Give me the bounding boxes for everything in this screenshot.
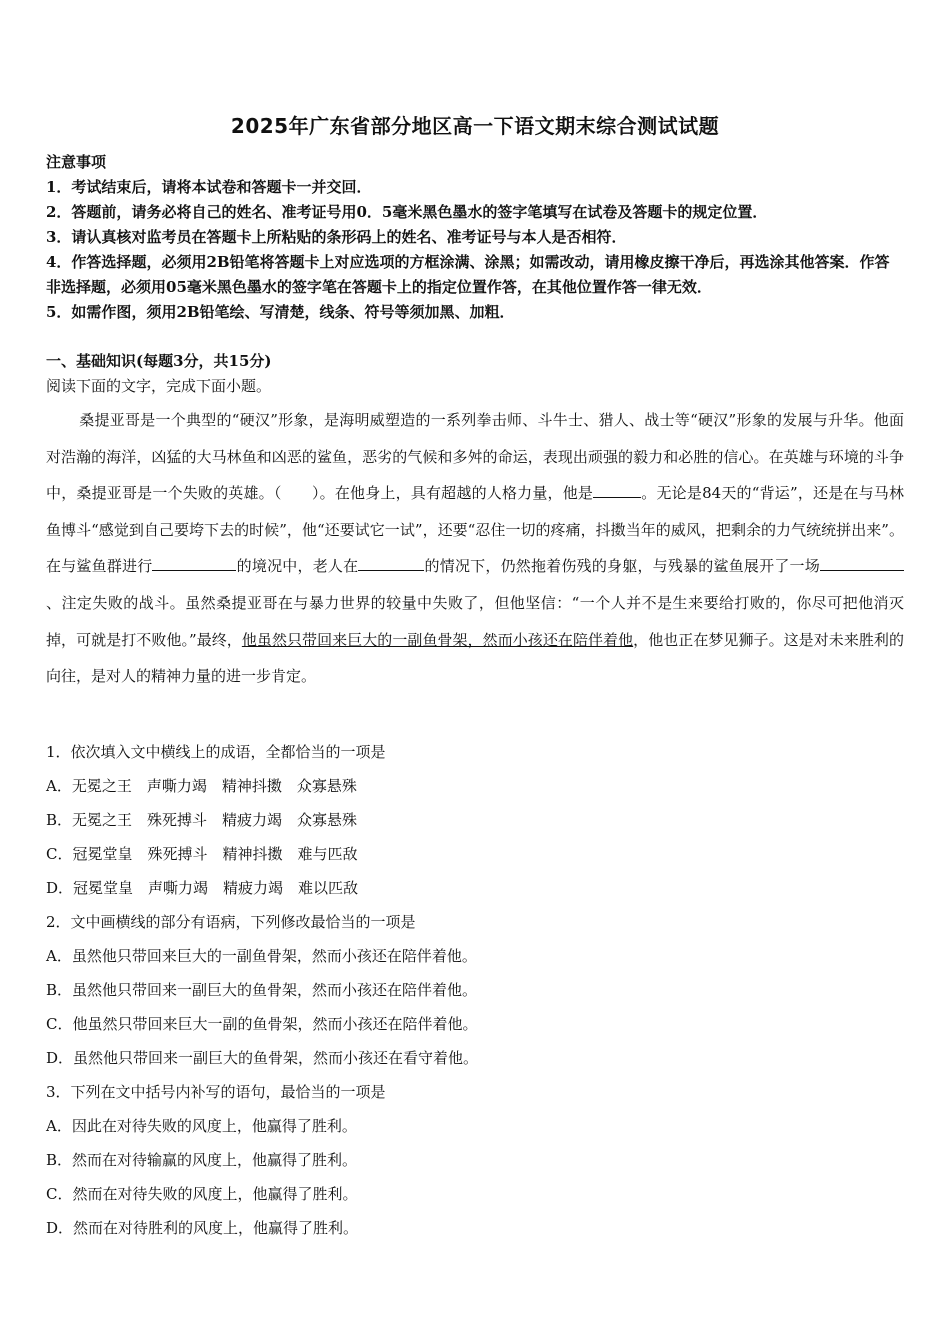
question-2-option-b: B．虽然他只带回来一副巨大的鱼骨架，然而小孩还在陪伴着他。 [46,981,478,999]
passage-text-6: ，他也正在梦见狮子。这是对未来胜利的向往，是对人的精神力量的进一步肯定。 [46,630,904,686]
underlined-sentence: 他虽然只带回来巨大的一副鱼骨架，然而小孩还在陪伴着他 [241,630,634,649]
notice-item-4: 4．作答选择题，必须用2B铅笔将答题卡上对应选项的方框涂满、涂黑；如需改动，请用橡皮擦干净后，再选涂其他答案．作答非选择题，必须用05毫米黑色墨水的签字笔在答题卡上的指定位置作答，在其他位置作答一律无效． [46,253,890,296]
notice-item-2: 2．答题前，请务必将自己的姓名、准考证号用0．5毫米黑色墨水的签字笔填写在试卷及答题卡的规定位置． [46,203,768,221]
question-1-stem: 1．依次填入文中横线上的成语，全都恰当的一项是 [46,743,386,761]
section-title: 一、基础知识(每题3分，共15分) [46,352,272,370]
passage-text-2: 。无论是84天的“背运”，还是在与马林鱼博斗“感觉到自己要垮下去的时候”，他“还要试它一试”，还要“忍住一切的疼痛，抖擞当年的威风，把剩余的力气统统拼出来”。在与鲨鱼群进行 [46,484,904,576]
notice-item-3: 3．请认真核对监考员在答题卡上所粘贴的条形码上的姓名、准考证号与本人是否相符． [46,228,627,246]
question-2-option-c: C．他虽然只带回来巨大一副的鱼骨架，然而小孩还在陪伴着他。 [46,1015,478,1033]
question-1-option-a: A．无冕之王 声嘶力竭 精神抖擞 众寡悬殊 [46,777,357,795]
question-3-stem: 3．下列在文中括号内补写的语句，最恰当的一项是 [46,1083,386,1101]
question-2-stem: 2．文中画横线的部分有语病，下列修改最恰当的一项是 [46,913,416,931]
question-1-option-c: C．冠冕堂皇 殊死搏斗 精神抖擞 难与匹敌 [46,845,358,863]
passage-text-5: 、注定失败的战斗。虽然桑提亚哥在与暴力世界的较量中失败了，但他坚信：“一个人并不是生来要给打败的，你尽可把他消灭掉，可就是打不败他。”最终， [46,593,904,649]
question-1-option-d: D．冠冕堂皇 声嘶力竭 精疲力竭 难以匹敌 [46,879,359,897]
question-3-option-a: A．因此在对待失败的风度上，他赢得了胜利。 [46,1117,357,1135]
question-3-option-c: C．然而在对待失败的风度上，他赢得了胜利。 [46,1185,358,1203]
page-title: 2025年广东省部分地区高一下语文期末综合测试试题 [230,114,720,138]
section-intro: 阅读下面的文字，完成下面小题。 [46,377,272,395]
notice-item-5: 5．如需作图，须用2B铅笔绘、写清楚，线条、符号等须加黑、加粗． [46,303,515,321]
answer-blank [358,556,424,571]
notice-heading: 注意事项 [46,153,107,171]
passage-text-3: 的境况中，老人在 [236,557,359,576]
question-2-option-a: A．虽然他只带回来巨大的一副鱼骨架，然而小孩还在陪伴着他。 [46,947,477,965]
question-3-option-b: B．然而在对待输赢的风度上，他赢得了胜利。 [46,1151,358,1169]
answer-blank [593,483,641,498]
question-2-option-d: D．虽然他只带回来一副巨大的鱼骨架，然而小孩还在看守着他。 [46,1049,479,1067]
answer-blank [820,556,904,571]
passage-text-4: 的情况下，仍然拖着伤残的身躯，与残暴的鲨鱼展开了一场 [424,557,820,576]
passage-text-1: 桑提亚哥是一个典型的“硬汉”形象，是海明威塑造的一系列拳击师、斗牛士、猎人、战士等“硬汉”形象的发展与升华。他面对浩瀚的海洋，凶猛的大马林鱼和凶恶的鲨鱼，恶劣的气候和多舛的命运，表现出顽强的毅力和必胜的信心。在英雄与环境的斗争中，桑提亚哥是一个失败的英雄。（ ）。在他身上，具有超越的人格力量，他是 [46,411,904,503]
reading-passage [46,402,904,695]
answer-blank [152,556,236,571]
notice-item-1: 1．考试结束后，请将本试卷和答题卡一并交回． [46,178,372,196]
question-3-option-d: D．然而在对待胜利的风度上，他赢得了胜利。 [46,1219,359,1237]
question-1-option-b: B．无冕之王 殊死搏斗 精疲力竭 众寡悬殊 [46,811,358,829]
